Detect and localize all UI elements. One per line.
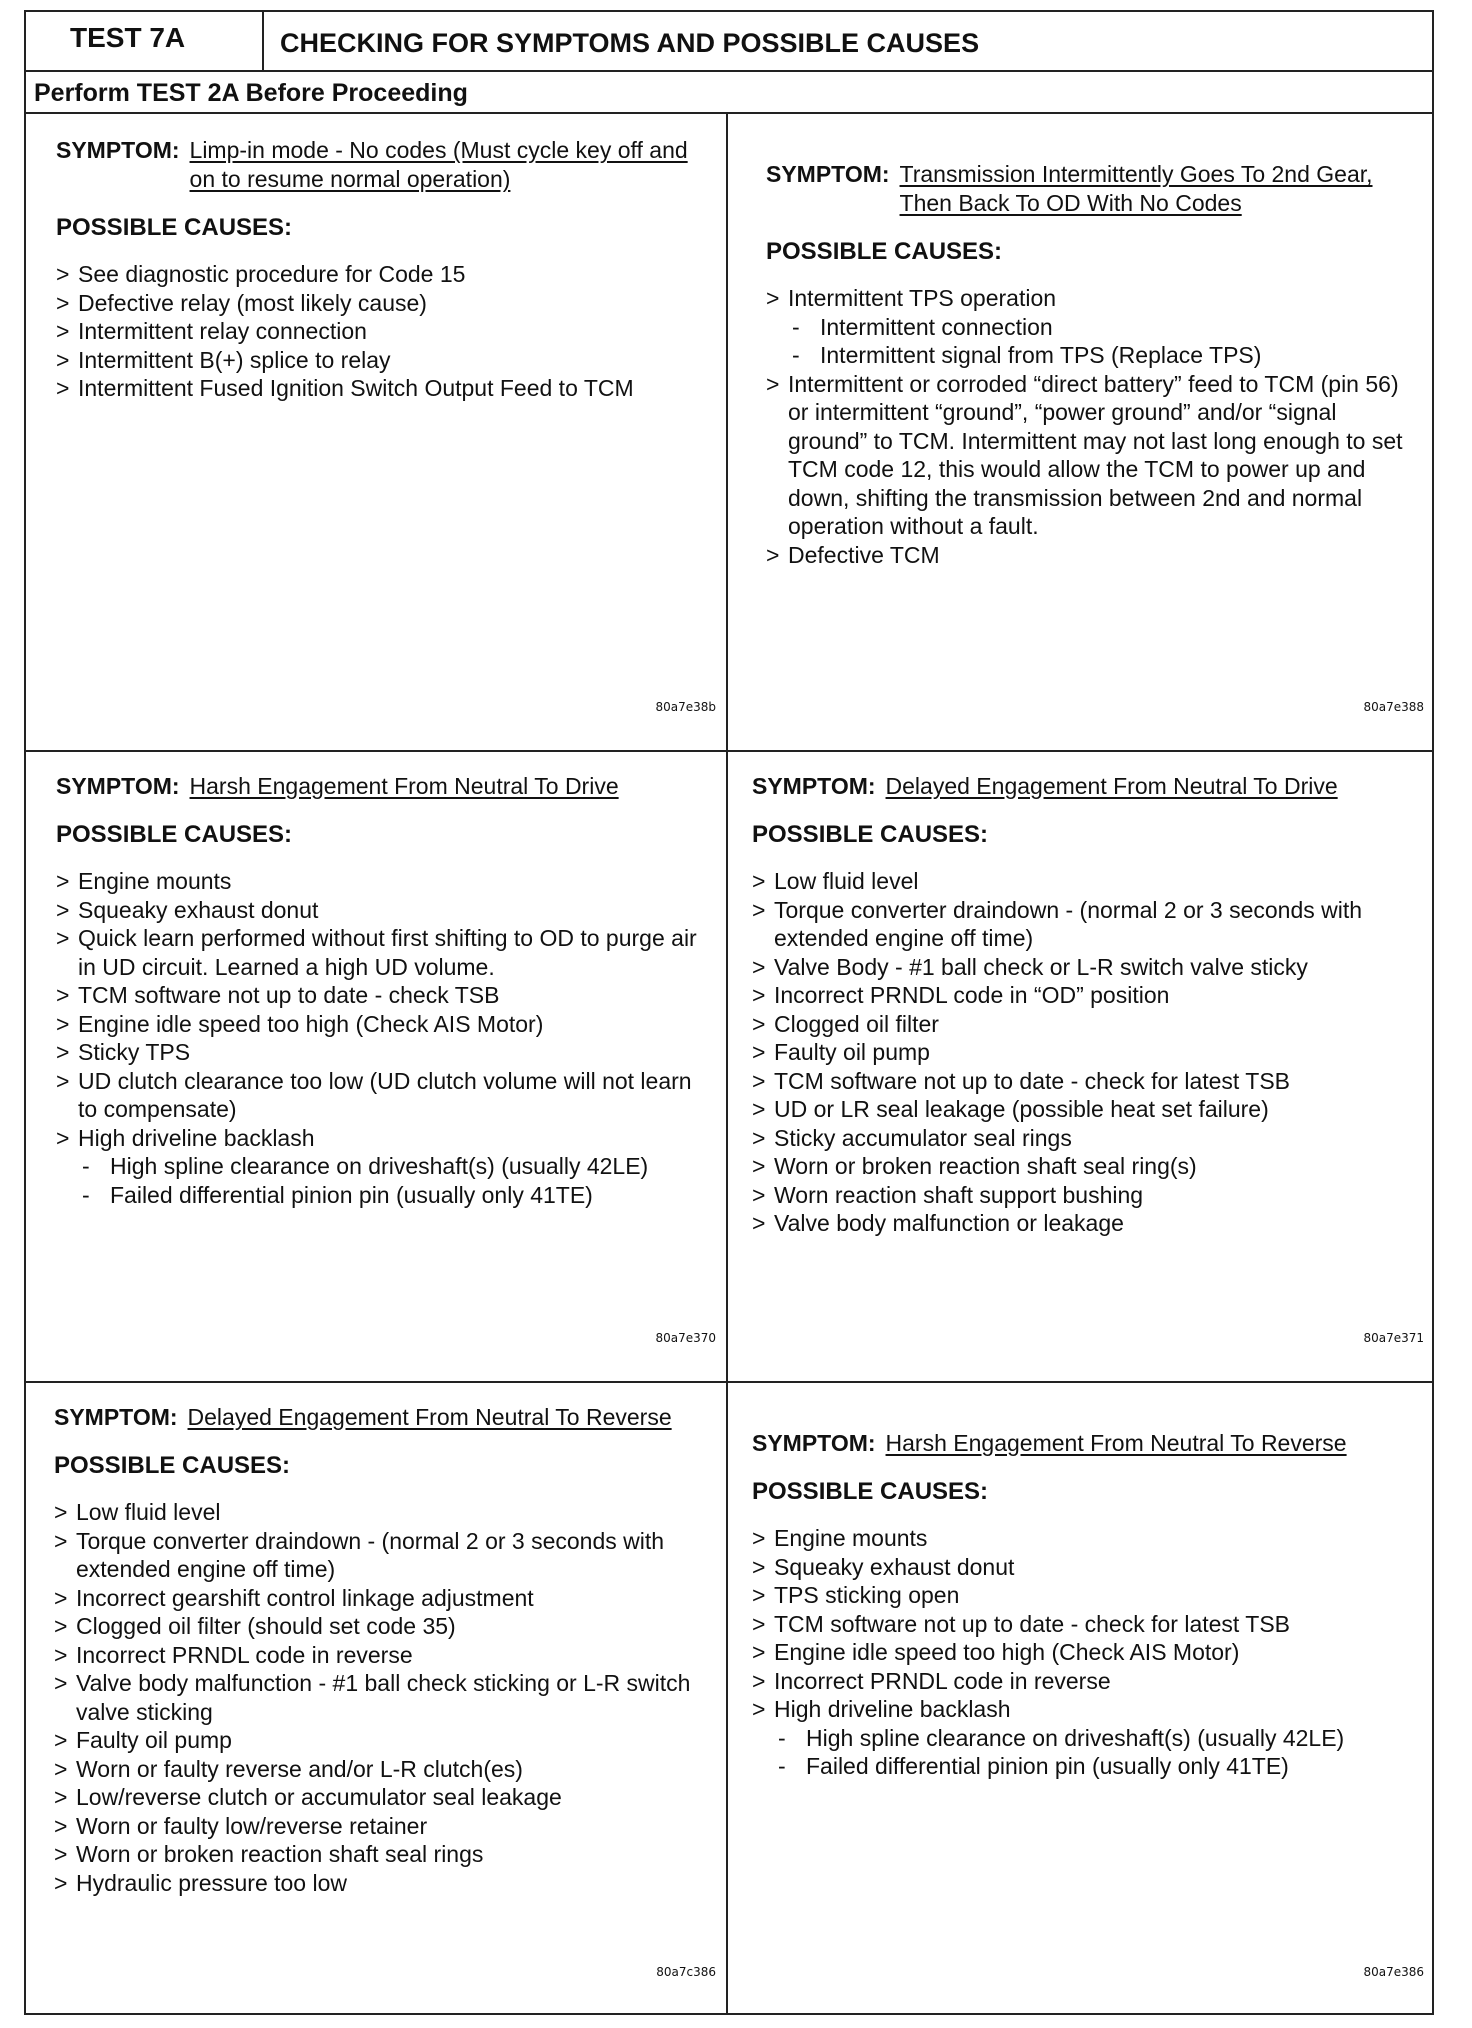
cause-item [752,1181,1420,1210]
cause-text: Intermittent Fused Ignition Switch Output Feed to TCM [78,375,634,401]
figure-code: 80a7e370 [655,1331,716,1345]
cause-text: Sticky accumulator seal rings [774,1124,1072,1151]
cause-item [56,981,706,1010]
cause-item [752,1695,1420,1781]
cause-item [56,1010,706,1039]
cause-item [752,1209,1420,1238]
page-title: CHECKING FOR SYMPTOMS AND POSSIBLE CAUSES [280,28,980,58]
cause-item [752,1667,1420,1696]
sub-causes-list [78,1152,706,1209]
symptom-label: SYMPTOM: [752,773,876,799]
cause-text: Sticky TPS [78,1039,191,1065]
cause-text: Intermittent TPS operation [788,285,1057,311]
cause-text: High driveline backlash [774,1696,1011,1722]
cause-text: Faulty oil pump [774,1039,930,1065]
cause-item [56,867,706,896]
cause-text: TPS sticking open [774,1582,960,1608]
possible-causes-heading: POSSIBLE CAUSES: [766,238,1003,265]
cause-item [56,1124,706,1210]
cause-item [54,1755,706,1784]
cause-text: Low/reverse clutch or accumulator seal leakage [76,1784,562,1810]
cause-text: Defective TCM [788,541,940,568]
cause-item [56,1038,706,1067]
possible-causes-heading: POSSIBLE CAUSES: [752,1478,989,1505]
cause-text: Worn reaction shaft support bushing [774,1181,1144,1208]
cause-item [56,924,706,981]
cause-text: Clogged oil filter (should set code 35) [76,1613,456,1639]
cause-item [752,1638,1420,1667]
cause-item [54,1498,706,1527]
header-bar [26,12,1432,72]
cause-text: UD clutch clearance too low (UD clutch volume will not learn to compensate) [78,1067,692,1122]
panel-harsh-neutral-reverse [728,1383,1434,2015]
cause-text: Intermittent relay connection [78,318,367,344]
cause-text: Defective relay (most likely cause) [78,289,427,316]
symptom-label: SYMPTOM: [752,1430,876,1456]
cause-item [752,1010,1420,1039]
symptom-text: Transmission Intermittently Goes To 2nd Gear, Then Back To OD With No Codes [899,161,1373,216]
cause-item [54,1584,706,1613]
cause-item [54,1612,706,1641]
cause-text: Incorrect PRNDL code in reverse [76,1641,413,1668]
symptom-line [766,160,1420,218]
panel-limp-in [26,114,726,750]
symptom-label: SYMPTOM: [766,161,890,187]
cause-item [766,541,1420,570]
symptom-text: Harsh Engagement From Neutral To Drive [189,773,619,799]
sub-cause-item: - Intermittent signal from TPS (Replace TPS) [788,341,1420,370]
cause-text: Incorrect PRNDL code in reverse [774,1667,1111,1694]
cause-text: Faulty oil pump [76,1727,232,1753]
cause-item [54,1669,706,1726]
cause-item [752,1152,1420,1181]
symptom-text: Harsh Engagement From Neutral To Reverse [885,1430,1347,1456]
cause-item [752,981,1420,1010]
cause-item [752,896,1420,953]
causes-list [766,284,1420,569]
cause-text: Squeaky exhaust donut [78,896,319,923]
cause-item [752,1124,1420,1153]
possible-causes-heading: POSSIBLE CAUSES: [56,214,293,241]
sub-cause-item: - High spline clearance on driveshaft(s) (usually 42LE) [78,1152,706,1181]
cause-item [752,867,1420,896]
symptom-label: SYMPTOM: [56,137,180,163]
symptom-label: SYMPTOM: [54,1404,178,1430]
cause-item [56,1067,706,1124]
causes-list [56,867,706,1209]
cause-item [766,370,1420,541]
cause-text: Low fluid level [774,868,919,894]
cause-item [56,346,706,375]
causes-list [752,867,1420,1238]
cause-text: Hydraulic pressure too low [76,1869,348,1896]
cause-item [54,1869,706,1898]
cause-text: Incorrect PRNDL code in “OD” position [774,982,1170,1008]
symptom-grid [26,114,1432,2015]
sub-causes-list [788,313,1420,370]
panel-delayed-neutral-drive [728,752,1434,1381]
figure-code: 80a7e371 [1363,1331,1424,1345]
cause-item [752,1095,1420,1124]
cause-item [54,1527,706,1584]
panel-intermittent-2nd [728,114,1434,750]
cause-text: Worn or faulty reverse and/or L-R clutch(es) [76,1755,523,1782]
figure-code: 80a7e388 [1363,700,1424,714]
figure-code: 80a7e38b [655,700,716,714]
possible-causes-heading: POSSIBLE CAUSES: [56,821,293,848]
cause-item [752,1524,1420,1553]
cause-text: Engine mounts [78,868,232,894]
cause-text: Worn or broken reaction shaft seal ring(s) [774,1153,1197,1179]
cause-text: TCM software not up to date - check for latest TSB [774,1610,1291,1637]
cause-text: Torque converter draindown - (normal 2 or 3 seconds with extended engine off time) [774,896,1363,951]
cause-text: Low fluid level [76,1499,221,1525]
symptom-text: Limp-in mode - No codes (Must cycle key off and on to resume normal operation) [189,137,688,192]
symptom-line [54,1403,706,1432]
document-page [24,10,1434,2015]
possible-causes-heading: POSSIBLE CAUSES: [752,821,989,848]
symptom-text: Delayed Engagement From Neutral To Drive [885,773,1338,799]
causes-list [54,1498,706,1897]
cause-item [54,1812,706,1841]
symptom-line [752,1429,1420,1458]
causes-list [752,1524,1420,1781]
sub-cause-item: - High spline clearance on driveshaft(s) (usually 42LE) [774,1724,1420,1753]
symptom-text: Delayed Engagement From Neutral To Reverse [187,1404,672,1430]
cause-item [56,260,706,289]
cause-item [752,1067,1420,1096]
cause-text: TCM software not up to date - check TSB [78,982,500,1008]
cause-text: Engine idle speed too high (Check AIS Motor) [774,1639,1240,1665]
cause-text: Incorrect gearshift control linkage adjustment [76,1584,534,1611]
cause-text: High driveline backlash [78,1124,315,1151]
cause-item [752,1553,1420,1582]
cause-text: Torque converter draindown - (normal 2 or 3 seconds with extended engine off time) [76,1527,665,1582]
cause-text: Intermittent or corroded “direct battery” feed to TCM (pin 56) or intermittent “ground”, “power ground” and/or “signal ground” to TCM. Intermittent may not last long enough to set TCM code 12, this would allow the TCM to power up and down, shifting the transmission between 2nd and normal operation without a fault. [788,370,1403,539]
cause-text: Engine idle speed too high (Check AIS Motor) [78,1010,544,1037]
symptom-line [752,772,1420,801]
sub-cause-item: - Failed differential pinion pin (usually only 41TE) [78,1181,706,1210]
causes-list [56,260,706,403]
cause-item [54,1641,706,1670]
cause-item [54,1840,706,1869]
cause-text: UD or LR seal leakage (possible heat set failure) [774,1096,1269,1122]
cause-item [56,289,706,318]
cause-text: Valve body malfunction - #1 ball check sticking or L-R switch valve sticking [76,1670,691,1725]
cause-item [56,896,706,925]
symptom-label: SYMPTOM: [56,773,180,799]
cause-item [752,1038,1420,1067]
cause-text: Worn or broken reaction shaft seal rings [76,1841,484,1867]
cause-text: Worn or faulty low/reverse retainer [76,1812,428,1839]
cause-item [752,1610,1420,1639]
possible-causes-heading: POSSIBLE CAUSES: [54,1452,291,1479]
figure-code: 80a7c386 [656,1965,716,1979]
cause-text: See diagnostic procedure for Code 15 [78,261,466,287]
cause-item [56,374,706,403]
cause-text: Intermittent B(+) splice to relay [78,346,391,373]
cause-item [752,1581,1420,1610]
symptom-line [56,136,706,194]
cause-text: Valve body malfunction or leakage [774,1210,1124,1236]
test-id: TEST 7A [26,12,264,70]
sub-cause-item: - Intermittent connection [788,313,1420,342]
cause-item [56,317,706,346]
prerequisite-note: Perform TEST 2A Before Proceeding [26,72,1432,114]
sub-causes-list [774,1724,1420,1781]
cause-text: TCM software not up to date - check for latest TSB [774,1067,1291,1094]
cause-text: Engine mounts [774,1525,928,1551]
sub-cause-item: - Failed differential pinion pin (usually only 41TE) [774,1752,1420,1781]
panel-harsh-neutral-drive [26,752,726,1381]
cause-item [752,953,1420,982]
cause-text: Squeaky exhaust donut [774,1553,1015,1580]
cause-text: Valve Body - #1 ball check or L-R switch valve sticky [774,953,1308,980]
panel-delayed-neutral-reverse [26,1383,726,2015]
cause-text: Clogged oil filter [774,1010,939,1037]
cause-item [54,1726,706,1755]
cause-item [766,284,1420,370]
symptom-line [56,772,706,801]
cause-text: Quick learn performed without first shifting to OD to purge air in UD circuit. Learned a high UD volume. [78,925,697,980]
figure-code: 80a7e386 [1363,1965,1424,1979]
cause-item [54,1783,706,1812]
